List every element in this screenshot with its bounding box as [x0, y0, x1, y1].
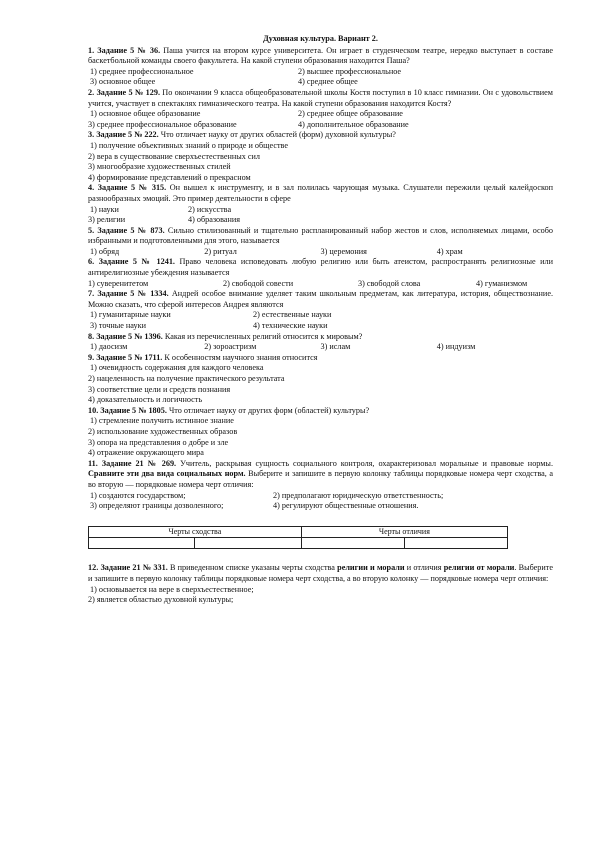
option: 1) создаются государством;: [90, 490, 186, 500]
option: 4) образования: [188, 215, 241, 225]
question-text: и отличия: [404, 563, 444, 573]
question-text: К особенностям научного знания относится: [162, 352, 318, 362]
option: 1) гуманитарные науки: [90, 310, 171, 320]
question-12-options: [88, 585, 553, 606]
option: 4) храм: [436, 246, 463, 256]
question-text: Право человека исповедовать любую религию или быть атеистом, распространять религиозные или антирелигиозные убеждения называется: [88, 257, 553, 278]
question-text: . Выберите и запишите в первую колонку таблицы порядковые номера черт сходства, а во вторую колонку — порядковые номера черт отличия:: [88, 563, 553, 583]
question-1: [88, 46, 553, 67]
question-label: 8. Задание 5 № 1396.: [88, 331, 163, 341]
option: 2) является областью духовной культуры;: [88, 595, 234, 605]
question-10-options: [88, 416, 553, 458]
page-title: Духовная культура. Вариант 2.: [263, 34, 378, 43]
question-7: [88, 289, 553, 310]
option: 2) нацеленность на получение практического результата: [88, 374, 285, 383]
question-1-options: [88, 67, 553, 88]
question-text: Учитель, раскрывая сущность социального контроля, охарактеризовал моральные и правовые нормы.: [176, 458, 553, 468]
question-4-options: [88, 205, 553, 226]
question-text: Паша учится на втором курсе университета. Он играет в студенческом театре, нередко выступает в составе баскетбольной команды своего факультета. На какой ступени образования находится Паша?: [88, 45, 553, 66]
option: 3) точные науки: [90, 321, 146, 331]
option: 1) суверенитетом: [88, 278, 149, 288]
table-header-similarities: Черты сходства: [89, 526, 302, 538]
worksheet: [88, 34, 553, 606]
question-6-options: [88, 279, 553, 290]
option: 4) регулируют общественные отношения.: [273, 501, 419, 511]
question-2: [88, 88, 553, 109]
question-label: 9. Задание 5 № 1711.: [88, 352, 163, 362]
question-text: По окончании 9 класса общеобразовательной школы Костя поступил в 10 класс гимназии. Он с удовольствием учится, участвует в спектаклях гимназического театра. На какой ступени образования находится Костя?: [88, 87, 553, 108]
question-label: 4. Задание 5 № 315.: [88, 183, 167, 193]
question-12: [88, 563, 553, 584]
option: 4) отражение окружающего мира: [88, 448, 204, 458]
question-label: 7. Задание 5 № 1334.: [88, 289, 169, 299]
question-label: 11. Задание 21 № 269.: [88, 458, 177, 468]
question-label: 10. Задание 5 № 1805.: [88, 405, 167, 415]
table-header-row: [89, 526, 508, 538]
question-11-options: [88, 491, 553, 512]
question-text: Он вышел к инструменту, и в зал полилась чарующая музыка. Слушатели пережили целый калейдоскоп разнообразных эмоций. Это пример деятельности в сфере: [88, 183, 554, 203]
question-emphasis: религии и морали: [337, 563, 405, 573]
question-7-options: [88, 310, 553, 331]
option: 1) получение объективных знаний о природе и обществе: [90, 140, 288, 150]
option: 3) религии: [88, 215, 126, 225]
option: 4) дополнительное образование: [298, 119, 409, 129]
question-6: [88, 257, 553, 278]
question-text: Сильно стилизованный и тщательно распланированный набор жестов и слов, исполняемых лицами, особо избранными и подготовленными для этого, называется: [88, 225, 553, 246]
question-text: Какая из перечисленных религий относится к мировым?: [162, 331, 363, 341]
question-9-options: [88, 363, 553, 405]
answer-cell[interactable]: [301, 538, 404, 549]
question-text: Андрей особое внимание уделяет таким школьным предметам, как литература, история, обществознание. Можно сказать, что сферой интересов Андрея являются: [88, 289, 553, 309]
option: 3) ислам: [320, 342, 351, 352]
option: 1) очевидность содержания для каждого человека: [90, 363, 264, 373]
question-3-options: [88, 141, 553, 183]
option: 3) соответствие цели и средств познания: [88, 384, 231, 394]
option: 4) технические науки: [253, 321, 328, 331]
question-text: Выберите и запишите в первую колонку таблицы порядковые номера черт сходства, а во вторую — порядковые номера черт отличия:: [88, 469, 554, 489]
question-10: [88, 406, 553, 417]
option: 3) определяют границы дозволенного;: [90, 501, 224, 511]
option: 1) основное общее образование: [90, 109, 201, 119]
question-8: [88, 332, 553, 343]
option: 1) обряд: [90, 246, 120, 256]
question-emphasis: Сравните эти два вида социальных норм.: [88, 469, 246, 479]
question-9: [88, 353, 553, 364]
question-4: [88, 183, 553, 204]
option: 1) среднее профессиональное: [90, 66, 194, 76]
question-11: [88, 459, 553, 491]
option: 2) использование художественных образов: [88, 426, 238, 436]
question-8-options: [88, 342, 553, 353]
option: 4) формирование представлений о прекрасном: [88, 172, 251, 182]
question-text: Что отличает науку от других форм (областей) культуры?: [166, 405, 370, 415]
option: 3) опора на представления о добре и зле: [88, 437, 229, 447]
option: 4) доказательность и логичность: [88, 395, 203, 405]
option: 2) предполагают юридическую ответственность;: [273, 490, 444, 500]
option: 2) ритуал: [204, 246, 237, 256]
question-5-options: [88, 247, 553, 258]
option: 2) зороастризм: [204, 342, 257, 352]
question-label: 6. Задание 5 № 1241.: [88, 257, 175, 267]
table-header-differences: Черты отличия: [301, 526, 507, 538]
option: 3) церемония: [320, 246, 367, 256]
question-5: [88, 226, 553, 247]
option: 2) свободой совести: [223, 278, 294, 288]
question-label: 1. Задание 5 № 36.: [88, 45, 161, 55]
question-2-options: [88, 109, 553, 130]
option: 1) стремление получить истинное знание: [90, 416, 234, 426]
option: 1) даосизм: [90, 342, 128, 352]
question-label: 3. Задание 5 № 222.: [88, 130, 159, 140]
question-label: 5. Задание 5 № 873.: [88, 225, 165, 235]
option: 2) среднее общее образование: [298, 109, 403, 119]
option: 4) среднее общее: [298, 77, 358, 87]
option: 3) среднее профессиональное образование: [88, 119, 237, 129]
answer-table: [88, 526, 508, 550]
option: 2) искусства: [188, 204, 232, 214]
option: 3) основное общее: [90, 77, 156, 87]
option: 2) высшее профессиональное: [298, 66, 402, 76]
option: 2) вера в существование сверхъестественных сил: [88, 151, 260, 161]
option: 1) науки: [90, 204, 119, 214]
question-emphasis: религии от морали: [443, 563, 515, 573]
answer-cell[interactable]: [89, 538, 195, 549]
table-row: [89, 538, 508, 549]
question-3: [88, 130, 553, 141]
option: 4) индуизм: [436, 342, 476, 352]
option: 3) многообразие художественных стилей: [88, 162, 231, 172]
question-label: 12. Задание 21 № 331.: [88, 563, 168, 573]
question-label: 2. Задание 5 № 129.: [88, 87, 160, 97]
option: 3) свободой слова: [358, 278, 421, 288]
question-text: Что отличает науку от других областей (форм) духовной культуры?: [158, 130, 396, 140]
answer-cell[interactable]: [195, 538, 301, 549]
option: 1) основывается на вере в сверхъестественное;: [90, 584, 254, 594]
question-text: В приведенном списке указаны черты сходства: [167, 563, 338, 573]
option: 2) естественные науки: [253, 310, 332, 320]
option: 4) гуманизмом: [476, 278, 528, 288]
answer-cell[interactable]: [404, 538, 507, 549]
